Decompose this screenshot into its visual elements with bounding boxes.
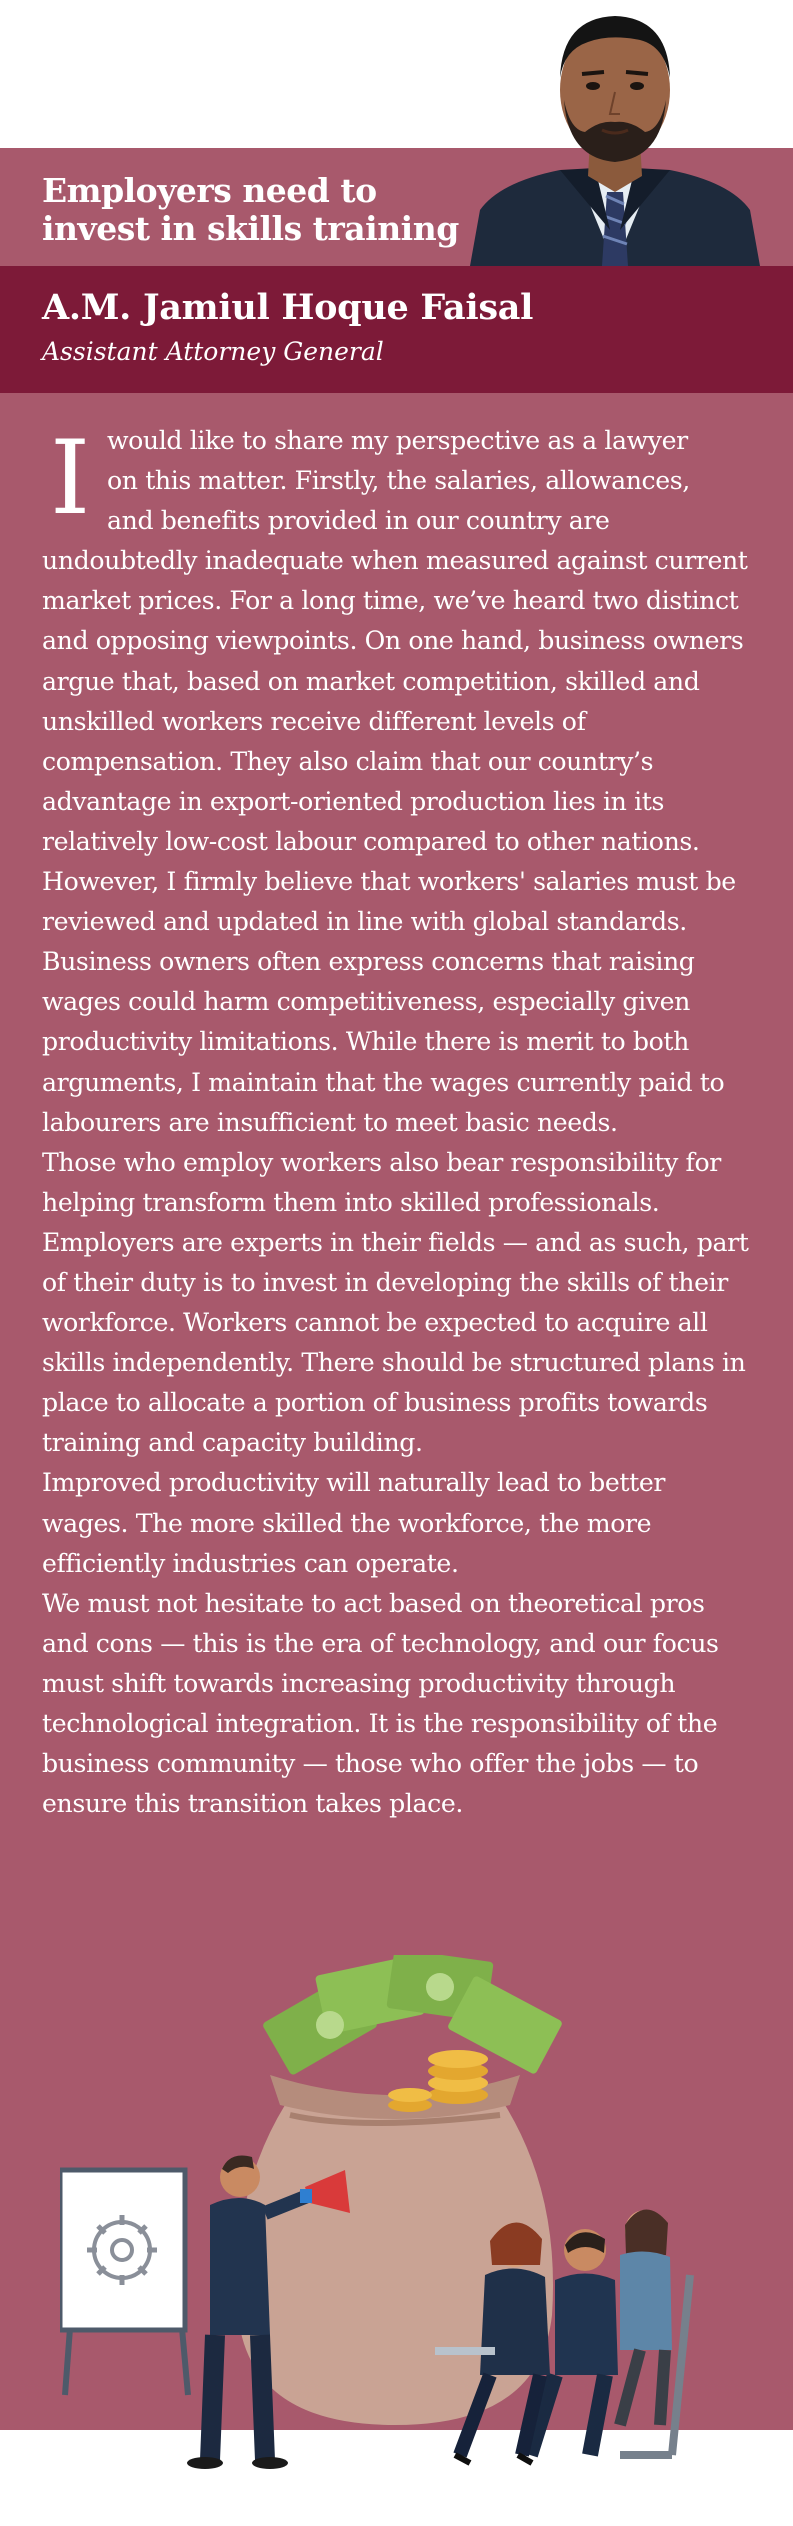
paragraph: We must not hesitate to act based on theoretical pros and cons — this is the era of technology, and our focus must shift towards increasing productivity through technological integration. It is the responsibility of the business community — those who offer the jobs — to ensure this transition takes place.	[42, 1588, 719, 1819]
paragraph-text: undoubtedly inadequate when measured against current market prices. For a long time, we’ve heard two distinct and opposing viewpoints. On one hand, business owners argue that, based on market competition, skilled and unskilled workers receive different levels of compensation. They also claim that our country’s advantage in export-oriented production lies in its relatively low-cost labour compared to other nations.	[42, 546, 748, 856]
paragraph: However, I firmly believe that workers' salaries must be reviewed and updated in line with global standards. Business owners often express concerns that raising wages could harm competitiveness, especially given productivity limitations. While there is merit to both arguments, I maintain that the wages currently paid to labourers are insufficient to meet basic needs.	[42, 867, 736, 1137]
author-name: A.M. Jamiul Hoque Faisal	[42, 287, 534, 328]
lead-line: on this matter. Firstly, the salaries, allowances,	[107, 466, 690, 496]
lead-line: and benefits provided in our country are	[107, 506, 610, 536]
author-title: Assistant Attorney General	[42, 337, 384, 366]
author-portrait	[460, 0, 770, 266]
paragraph: Improved productivity will naturally lead to better wages. The more skilled the workforce, the more efficiently industries can operate.	[42, 1468, 665, 1578]
lead-paragraph	[42, 421, 754, 862]
paragraph: Those who employ workers also bear responsibility for helping transform them into skilled professionals. Employers are experts in their fields — and as such, part of their duty is to invest in developing the skills of their workforce. Workers cannot be expected to acquire all skills independently. There should be structured plans in place to allocate a portion of business profits towards training and capacity building.	[42, 1147, 749, 1458]
drop-cap: I	[50, 419, 91, 538]
headline: Employers need to invest in skills training	[42, 171, 459, 248]
training-illustration	[60, 1955, 740, 2475]
article-body	[42, 421, 754, 1824]
lead-line: would like to share my perspective as a lawyer	[107, 426, 688, 455]
banknote-icon	[262, 1955, 564, 2076]
